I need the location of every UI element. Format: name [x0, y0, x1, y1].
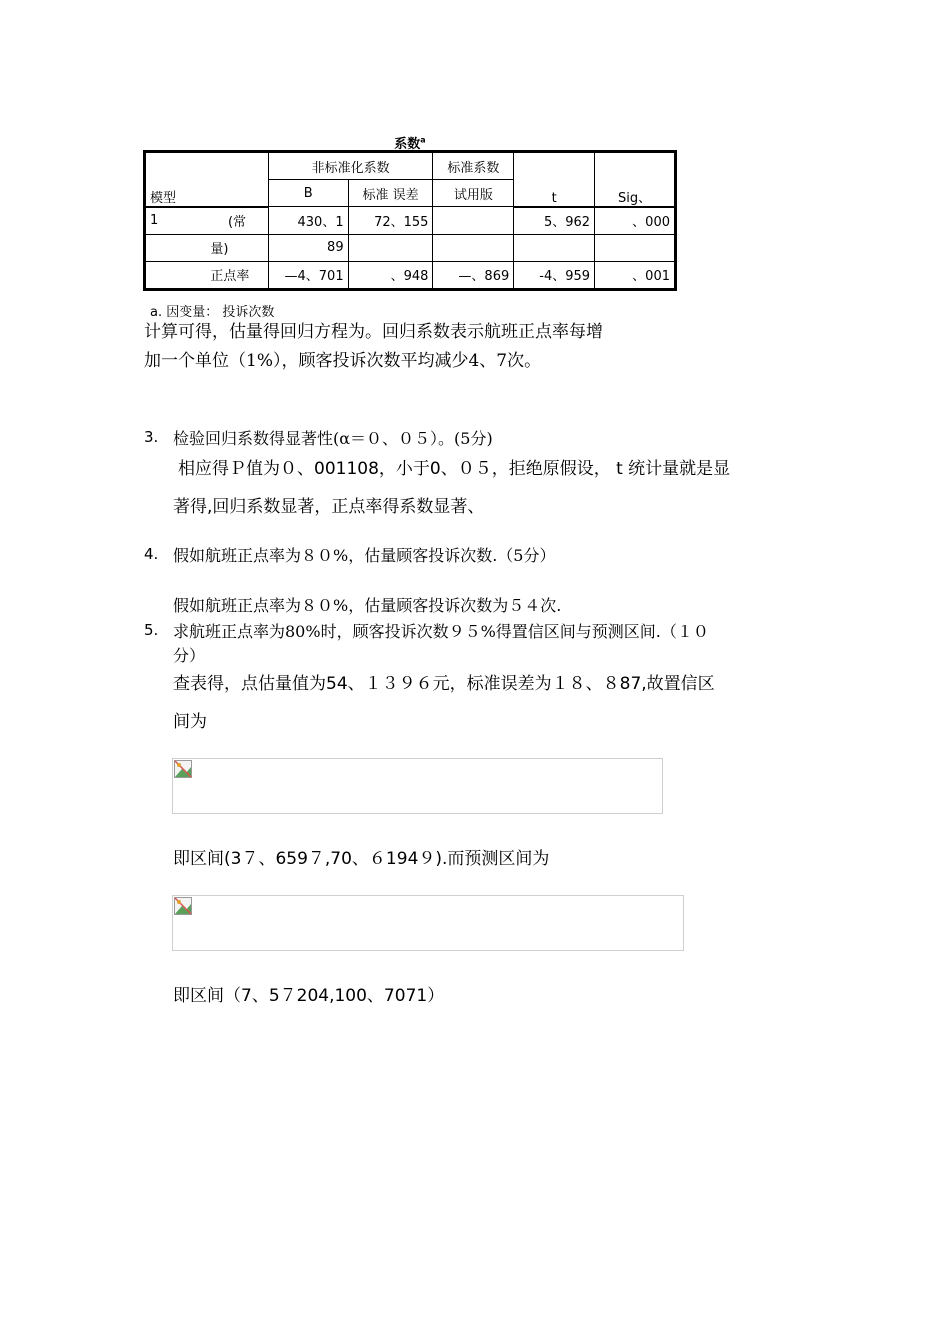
- cell-beta: [433, 234, 514, 261]
- cell-model: [145, 234, 207, 261]
- cell-sig: 、000: [595, 207, 676, 235]
- cell-model: 1: [145, 207, 207, 235]
- answer-line: 即区间（7、5７204,100、7071）: [173, 986, 445, 1006]
- cell-t: -4、959: [514, 261, 595, 289]
- question-number: 3.: [144, 428, 159, 446]
- cell-var: 量): [206, 234, 268, 261]
- table-header-row-1: [145, 152, 676, 180]
- cell-var: (常: [206, 207, 268, 235]
- answer-line: 间为: [173, 712, 207, 732]
- table-row: [145, 261, 676, 289]
- confidence-interval-formula-image: [172, 758, 663, 814]
- cell-beta: —、869: [433, 261, 514, 289]
- prediction-interval-formula-image: [172, 895, 684, 951]
- cell-beta: [433, 207, 514, 235]
- cell-b: 89: [268, 234, 348, 261]
- header-b: B: [268, 180, 348, 207]
- answer-line: 著得,回归系数显著，正点率得系数显著、: [173, 497, 485, 517]
- cell-b: 430、1: [268, 207, 348, 235]
- cell-t: [514, 234, 595, 261]
- answer-line: 即区间(3７、659７,70、６194９).而预测区间为: [173, 849, 550, 869]
- cell-b: —4、701: [268, 261, 348, 289]
- cell-se: 、948: [348, 261, 433, 289]
- cell-se: 72、155: [348, 207, 433, 235]
- answer-line: 假如航班正点率为８０%，估量顾客投诉次数为５４次.: [173, 596, 562, 615]
- answer-line: 查表得，点估量值为54、１３９６元，标准误差为１８、８87,故置信区: [173, 674, 715, 694]
- header-sig: Sig、: [595, 152, 676, 207]
- question-text: 求航班正点率为80%时，顾客投诉次数９５%得置信区间与预测区间.（１０: [173, 622, 709, 641]
- question-number: 5.: [144, 621, 159, 639]
- header-se: 标准 误差: [348, 180, 433, 207]
- table-title-sup: a: [420, 135, 426, 145]
- table-row: [145, 207, 676, 235]
- question-number: 4.: [144, 545, 159, 563]
- header-model: 模型: [145, 152, 269, 207]
- cell-se: [348, 234, 433, 261]
- header-unstandardized: 非标准化系数: [268, 152, 433, 180]
- question-text: 假如航班正点率为８０%，估量顾客投诉次数.（5分）: [173, 546, 556, 565]
- header-beta: 试用版: [433, 180, 514, 207]
- cell-sig: 、001: [595, 261, 676, 289]
- paragraph-line: 加一个单位（1%），顾客投诉次数平均减少4、7次。: [144, 351, 542, 371]
- header-standardized: 标准系数: [433, 152, 514, 180]
- answer-line: 相应得Ｐ值为０、001108，小于0、０５，拒绝原假设， t 统计量就是显: [178, 459, 731, 479]
- cell-t: 5、962: [514, 207, 595, 235]
- coefficients-table: [143, 150, 677, 291]
- table-title-text: 系数: [394, 137, 421, 152]
- broken-image-icon: [174, 760, 192, 778]
- cell-sig: [595, 234, 676, 261]
- cell-model: [145, 261, 207, 289]
- table-row: [145, 234, 676, 261]
- question-text: 检验回归系数得显著性(α＝０、０５）。(5分): [173, 429, 493, 448]
- paragraph-line: 计算可得，估量得回归方程为。回归系数表示航班正点率每增: [144, 322, 603, 342]
- header-t: t: [514, 152, 595, 207]
- question-text: 分）: [173, 646, 206, 665]
- cell-var: 正点率: [206, 261, 268, 289]
- broken-image-icon: [174, 897, 192, 915]
- table-footnote: a. 因变量： 投诉次数: [150, 305, 275, 320]
